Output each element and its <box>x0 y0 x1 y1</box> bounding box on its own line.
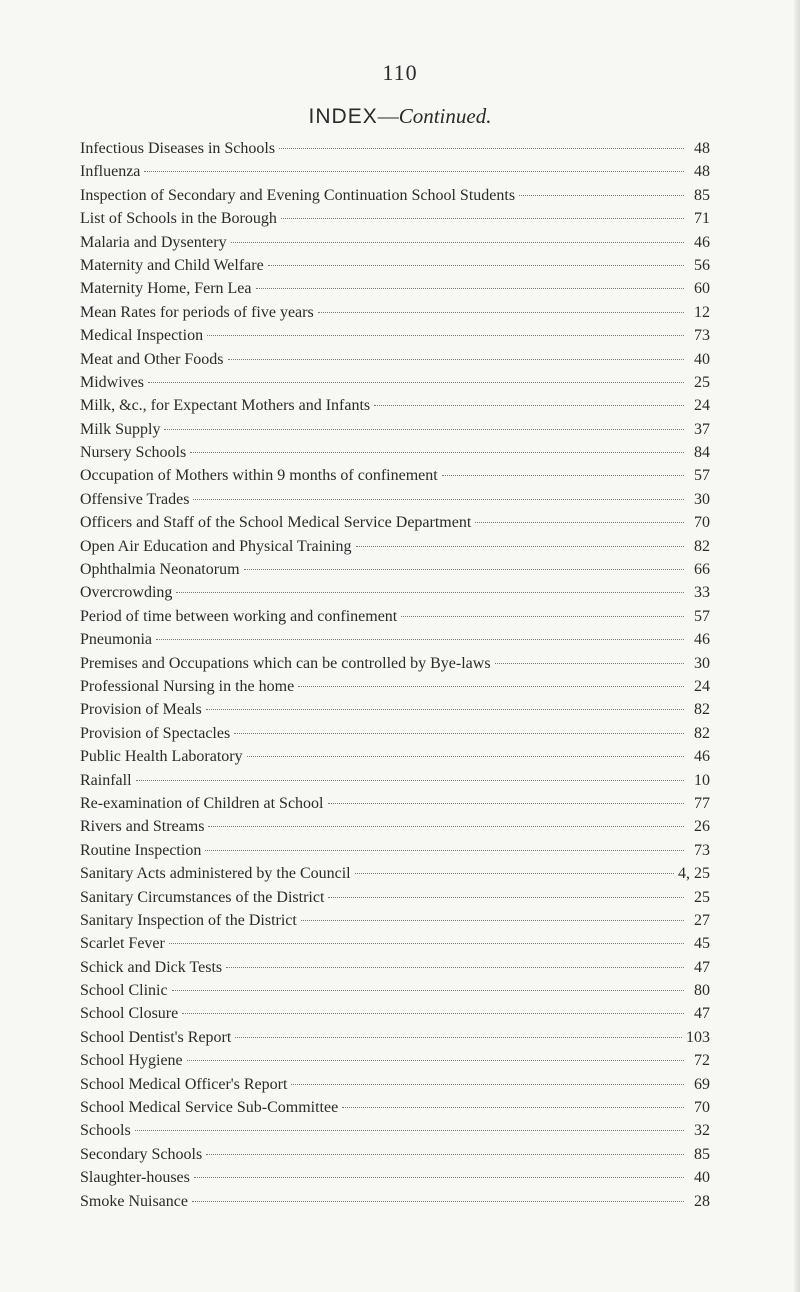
index-entry <box>80 1169 710 1192</box>
index-entry <box>80 1146 710 1169</box>
index-entry-label: Influenza <box>80 163 141 181</box>
dot-leader <box>291 1084 684 1085</box>
dot-leader <box>208 826 684 827</box>
index-entry <box>80 304 710 327</box>
dot-leader <box>187 1060 684 1061</box>
index-entry-label: Mean Rates for periods of five years <box>80 303 314 321</box>
dot-leader <box>136 780 684 781</box>
dot-leader <box>192 1201 684 1202</box>
dot-leader <box>148 382 684 383</box>
index-title-main: INDEX <box>308 105 378 128</box>
index-entry <box>80 140 710 163</box>
dot-leader <box>298 686 684 687</box>
index-entry <box>80 1193 710 1216</box>
dot-leader <box>193 499 684 500</box>
dot-leader <box>244 569 684 570</box>
index-entry-label: Smoke Nuisance <box>80 1192 188 1210</box>
index-entry-label: Premises and Occupations which can be controlled by Bye-laws <box>80 654 491 672</box>
index-entry <box>80 397 710 420</box>
index-entry-label: Infectious Diseases in Schools <box>80 140 276 157</box>
index-entry <box>80 444 710 467</box>
dot-leader <box>268 265 684 266</box>
index-entry <box>80 584 710 607</box>
index-entry-label: Pneumonia <box>80 631 152 649</box>
dot-leader <box>226 967 684 968</box>
index-entry-label: Meat and Other Foods <box>80 350 224 368</box>
index-entry-label: Ophthalmia Neonatorum <box>80 561 240 579</box>
dot-leader <box>164 429 684 430</box>
index-entry <box>80 842 710 865</box>
index-entry-page: 69 <box>694 1075 710 1093</box>
dot-leader <box>194 1177 684 1178</box>
index-entry-page: 57 <box>694 467 710 485</box>
dot-leader <box>279 148 684 149</box>
index-entry <box>80 748 710 771</box>
index-title <box>0 104 800 129</box>
index-entry-page: 66 <box>694 561 710 579</box>
index-entry-page: 57 <box>694 607 710 625</box>
dot-leader <box>235 1037 682 1038</box>
index-entry-page: 46 <box>694 631 710 649</box>
index-entry <box>80 280 710 303</box>
index-entry-page: 46 <box>694 748 710 766</box>
dot-leader <box>169 943 684 944</box>
index-entry <box>80 234 710 257</box>
dot-leader <box>401 616 684 617</box>
index-entry <box>80 935 710 958</box>
index-entry-label: School Medical Officer's Report <box>80 1075 288 1093</box>
index-entry <box>80 701 710 724</box>
index-entry-page: 103 <box>686 1028 710 1046</box>
index-entry-label: Milk Supply <box>80 420 161 438</box>
index-entry-page: 45 <box>694 935 710 953</box>
dot-leader <box>205 850 684 851</box>
index-entry <box>80 163 710 186</box>
index-entry <box>80 889 710 912</box>
index-entry-label: Provision of Meals <box>80 701 202 719</box>
index-entry-page: 4, 25 <box>678 865 710 883</box>
index-entry-page: 72 <box>694 1052 710 1070</box>
index-entry-page: 48 <box>694 140 710 157</box>
index-entry <box>80 1076 710 1099</box>
index-entry <box>80 1052 710 1075</box>
dot-leader <box>281 218 684 219</box>
index-entry-label: Slaughter-houses <box>80 1169 190 1187</box>
index-entry-page: 46 <box>694 233 710 251</box>
index-entry-label: Routine Inspection <box>80 841 202 859</box>
index-entry-page: 30 <box>694 654 710 672</box>
index-title-dash: — <box>377 104 399 128</box>
index-entry-page: 77 <box>694 794 710 812</box>
index-entry-label: Maternity Home, Fern Lea <box>80 280 252 298</box>
index-entry <box>80 210 710 233</box>
index-entry-page: 84 <box>694 444 710 462</box>
dot-leader <box>301 920 684 921</box>
index-entry-page: 47 <box>694 958 710 976</box>
index-entry-label: Open Air Education and Physical Training <box>80 537 352 555</box>
dot-leader <box>519 195 684 196</box>
index-entry-label: Occupation of Mothers within 9 months of confinement <box>80 467 438 485</box>
dot-leader <box>356 546 684 547</box>
dot-leader <box>355 873 674 874</box>
index-entry <box>80 538 710 561</box>
index-entry-page: 33 <box>694 584 710 602</box>
index-entry-page: 85 <box>694 186 710 204</box>
dot-leader <box>182 1013 684 1014</box>
index-entry-label: School Closure <box>80 1005 179 1023</box>
index-entry <box>80 1005 710 1028</box>
dot-leader <box>318 312 684 313</box>
index-entry-label: Rainfall <box>80 771 132 789</box>
dot-leader <box>176 592 684 593</box>
index-entry <box>80 1122 710 1145</box>
dot-leader <box>207 335 684 336</box>
dot-leader <box>247 756 684 757</box>
index-entry-page: 70 <box>694 1099 710 1117</box>
index-entry-page: 37 <box>694 420 710 438</box>
index-entry-label: School Dentist's Report <box>80 1028 232 1046</box>
index-entry-page: 48 <box>694 163 710 181</box>
page-number: 110 <box>382 60 418 85</box>
index-entry-label: Secondary Schools <box>80 1145 203 1163</box>
dot-leader <box>228 359 684 360</box>
index-entry <box>80 327 710 350</box>
index-entry-page: 27 <box>694 911 710 929</box>
index-entry-label: Maternity and Child Welfare <box>80 256 264 274</box>
dot-leader <box>328 897 684 898</box>
dot-leader <box>495 663 684 664</box>
index-entry-label: Re-examination of Children at School <box>80 794 324 812</box>
index-entry-page: 12 <box>694 303 710 321</box>
index-entry-label: Provision of Spectacles <box>80 724 231 742</box>
index-entry <box>80 912 710 935</box>
index-entry-label: Malaria and Dysentery <box>80 233 227 251</box>
index-entry-page: 80 <box>694 982 710 1000</box>
index-entry-label: Sanitary Acts administered by the Council <box>80 865 351 883</box>
index-entry <box>80 257 710 280</box>
index-entry <box>80 678 710 701</box>
index-entry-label: Officers and Staff of the School Medical Service Department <box>80 514 472 532</box>
index-entry-label: Public Health Laboratory <box>80 748 243 766</box>
dot-leader <box>234 733 684 734</box>
index-entry-label: Nursery Schools <box>80 444 187 462</box>
index-entry-page: 24 <box>694 677 710 695</box>
index-entry-page: 40 <box>694 350 710 368</box>
index-entry-label: Inspection of Secondary and Evening Continuation School Students <box>80 186 516 204</box>
index-entry <box>80 514 710 537</box>
dot-leader <box>190 452 684 453</box>
dot-leader <box>206 709 684 710</box>
index-entry <box>80 959 710 982</box>
dot-leader <box>172 990 684 991</box>
index-entry <box>80 608 710 631</box>
index-entry <box>80 655 710 678</box>
index-entry <box>80 865 710 888</box>
index-entry-page: 24 <box>694 397 710 415</box>
index-entry-label: School Hygiene <box>80 1052 183 1070</box>
index-entry-label: List of Schools in the Borough <box>80 210 277 228</box>
index-entry-page: 32 <box>694 1122 710 1140</box>
index-entry-label: Overcrowding <box>80 584 173 602</box>
index-entry <box>80 561 710 584</box>
index-entry-page: 82 <box>694 701 710 719</box>
index-entry <box>80 818 710 841</box>
index-entry <box>80 187 710 210</box>
index-entry-label: Schools <box>80 1122 131 1140</box>
index-title-continued: Continued. <box>398 104 492 128</box>
index-entry-label: School Medical Service Sub-Committee <box>80 1099 339 1117</box>
index-entry-page: 25 <box>694 373 710 391</box>
index-entry <box>80 491 710 514</box>
index-entry <box>80 421 710 444</box>
index-entry-page: 73 <box>694 841 710 859</box>
index-entry-label: Professional Nursing in the home <box>80 677 295 695</box>
dot-leader <box>144 171 684 172</box>
index-entry-label: Sanitary Inspection of the District <box>80 911 297 929</box>
index-entry <box>80 725 710 748</box>
index-entry <box>80 351 710 374</box>
index-entry-label: Offensive Trades <box>80 490 190 508</box>
dot-leader <box>135 1130 684 1131</box>
index-entry-label: Medical Inspection <box>80 327 204 345</box>
index-entry-page: 10 <box>694 771 710 789</box>
index-entry-list <box>80 140 710 1216</box>
dot-leader <box>374 405 684 406</box>
index-entry-page: 60 <box>694 280 710 298</box>
index-entry-page: 26 <box>694 818 710 836</box>
page-edge <box>794 0 800 1292</box>
index-entry <box>80 772 710 795</box>
dot-leader <box>328 803 685 804</box>
index-entry-page: 30 <box>694 490 710 508</box>
index-entry <box>80 631 710 654</box>
index-entry-page: 47 <box>694 1005 710 1023</box>
dot-leader <box>442 475 684 476</box>
index-entry <box>80 795 710 818</box>
index-entry-label: Rivers and Streams <box>80 818 205 836</box>
dot-leader <box>156 639 684 640</box>
index-entry-page: 70 <box>694 514 710 532</box>
index-entry <box>80 1029 710 1052</box>
index-entry-page: 28 <box>694 1192 710 1210</box>
index-entry <box>80 982 710 1005</box>
index-entry-page: 56 <box>694 256 710 274</box>
dot-leader <box>256 288 685 289</box>
index-entry-page: 85 <box>694 1145 710 1163</box>
dot-leader <box>206 1154 684 1155</box>
index-entry-label: Scarlet Fever <box>80 935 165 953</box>
dot-leader <box>231 242 684 243</box>
index-entry-label: Midwives <box>80 373 144 391</box>
index-entry-page: 73 <box>694 327 710 345</box>
index-entry <box>80 1099 710 1122</box>
dot-leader <box>475 522 684 523</box>
index-entry-label: Sanitary Circumstances of the District <box>80 888 325 906</box>
index-entry-page: 25 <box>694 888 710 906</box>
index-entry-label: School Clinic <box>80 982 168 1000</box>
index-entry <box>80 374 710 397</box>
index-entry-page: 71 <box>694 210 710 228</box>
index-entry-page: 40 <box>694 1169 710 1187</box>
dot-leader <box>342 1107 684 1108</box>
index-entry-page: 82 <box>694 537 710 555</box>
index-entry-label: Period of time between working and confinement <box>80 607 398 625</box>
index-entry-label: Milk, &c., for Expectant Mothers and Infants <box>80 397 371 415</box>
index-entry-page: 82 <box>694 724 710 742</box>
index-entry <box>80 467 710 490</box>
index-entry-label: Schick and Dick Tests <box>80 958 223 976</box>
